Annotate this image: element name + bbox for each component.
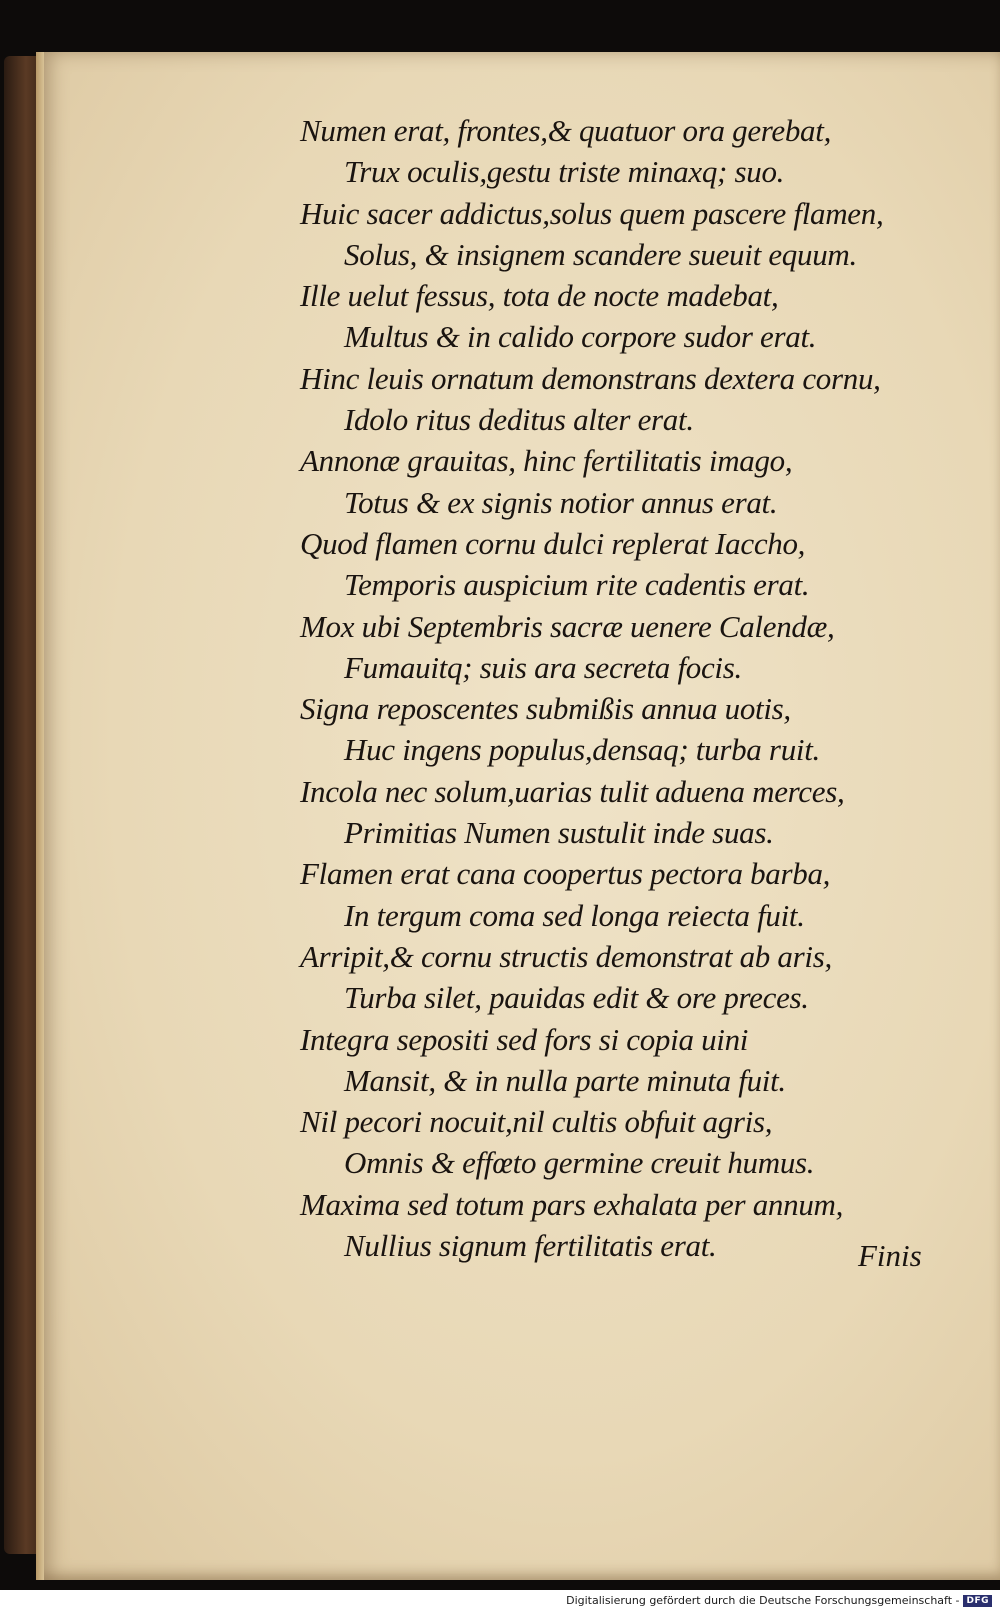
poem-line: Turba silet, pauidas edit & ore preces. (344, 980, 809, 1016)
credit-text: Digitalisierung gefördert durch die Deutsche Forschungsgemeinschaft - (566, 1594, 960, 1607)
digitization-credit (566, 1594, 992, 1607)
poem-line: Primitias Numen sustulit inde suas. (344, 815, 774, 851)
poem-line: Idolo ritus deditus alter erat. (344, 402, 694, 438)
poem-line: In tergum coma sed longa reiecta fuit. (344, 897, 805, 933)
poem-line: Fumauitq; suis ara secreta focis. (344, 649, 742, 685)
poem-line: Omnis & effœto germine creuit humus. (344, 1145, 815, 1181)
poem-line: Quod flamen cornu dulci replerat Iaccho, (300, 525, 806, 561)
poem-line: Ille uelut fessus, tota de nocte madebat, (300, 278, 779, 314)
poem-line: Integra sepositi sed fors si copia uini (300, 1021, 749, 1057)
poem-text (300, 110, 940, 1266)
poem-line: Trux oculis,gestu triste minaxq; suo. (344, 154, 785, 190)
poem-line: Flamen erat cana coopertus pectora barba, (300, 856, 831, 892)
poem-line: Multus & in calido corpore sudor erat. (344, 319, 817, 355)
poem-line: Maxima sed totum pars exhalata per annum, (300, 1186, 844, 1222)
poem-line: Totus & ex signis notior annus erat. (344, 484, 778, 520)
poem-line: Hinc leuis ornatum demonstrans dextera cornu, (300, 360, 881, 396)
poem-line: Incola nec solum,uarias tulit aduena merces, (300, 773, 845, 809)
poem-line: Signa reposcentes submißis annua uotis, (300, 691, 791, 727)
poem-line: Annonæ grauitas, hinc fertilitatis imago, (300, 443, 793, 479)
poem-line: Arripit,& cornu structis demonstrat ab aris, (300, 938, 832, 974)
poem-line: Huic sacer addictus,solus quem pascere flamen, (300, 195, 884, 231)
poem-line: Solus, & insignem scandere sueuit equum. (344, 236, 857, 272)
dfg-logo: DFG (963, 1595, 992, 1607)
poem-line: Nullius signum fertilitatis erat. (344, 1228, 717, 1264)
poem-line: Mansit, & in nulla parte minuta fuit. (344, 1062, 786, 1098)
poem-line: Numen erat, frontes,& quatuor ora gerebat, (300, 113, 832, 148)
page-gutter (36, 52, 44, 1580)
poem-line: Nil pecori nocuit,nil cultis obfuit agris, (300, 1104, 773, 1140)
poem-line: Temporis auspicium rite cadentis erat. (344, 567, 810, 603)
poem-line: Mox ubi Septembris sacræ uenere Calendæ, (300, 608, 835, 644)
finis-label: Finis (858, 1238, 922, 1273)
poem-line: Huc ingens populus,densaq; turba ruit. (344, 732, 820, 768)
